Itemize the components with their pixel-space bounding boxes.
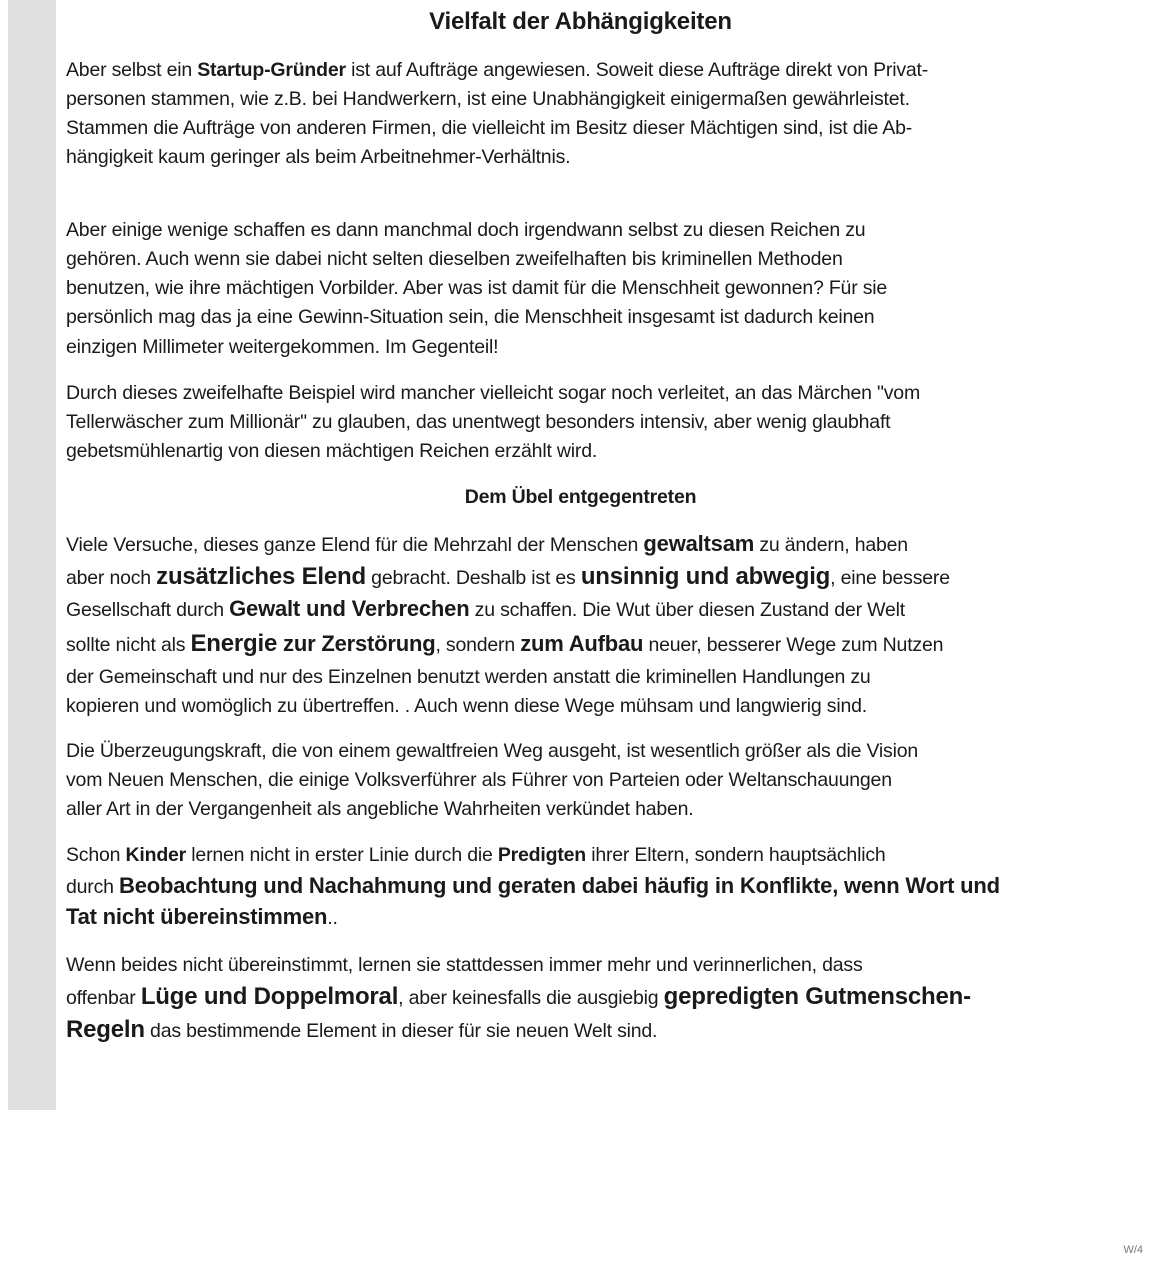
- text-segment: , eine bessere: [830, 567, 950, 589]
- text-line: [66, 216, 865, 244]
- text-segment: Gesellschaft durch: [66, 599, 230, 621]
- emphasized-text: Lüge und Doppelmoral: [140, 983, 399, 1010]
- text-line: [66, 903, 338, 932]
- text-segment: persönlich mag das ja eine Gewinn-Situation sein, die Menschheit insgesamt ist dadurch keinen: [66, 306, 875, 328]
- text-segment: ..: [327, 907, 338, 929]
- text-line: [66, 408, 890, 436]
- text-segment: lernen nicht in erster Linie durch die: [186, 844, 498, 866]
- text-segment: vom Neuen Menschen, die einige Volksverführer als Führer von Parteien oder Weltanschauungen: [66, 769, 892, 791]
- text-segment: personen stammen, wie z.B. bei Handwerkern, ist eine Unabhängigkeit einigermaßen gewährleistet.: [66, 88, 910, 110]
- text-segment: gebracht. Deshalb ist es: [365, 567, 581, 589]
- margin-bar: [8, 0, 56, 1110]
- text-segment: gebetsmühlenartig von diesen mächtigen Reichen erzählt wird.: [66, 440, 598, 462]
- text-line: [66, 983, 971, 1012]
- emphasized-text: gepredigten Gutmenschen-: [663, 983, 971, 1010]
- section-heading: [0, 483, 1161, 511]
- emphasized-text: Beobachtung und Nachahmung und geraten dabei häufig in Konflikte, wenn Wort und: [119, 873, 1000, 898]
- text-segment: einzigen Millimeter weitergekommen. Im Gegenteil!: [66, 336, 499, 358]
- text-segment: Aber einige wenige schaffen es dann manchmal doch irgendwann selbst zu diesen Reichen zu: [66, 219, 866, 241]
- text-segment: , aber keinesfalls die ausgiebig: [398, 987, 664, 1009]
- text-segment: ist auf Aufträge angewiesen. Soweit diese Aufträge direkt von Privat-: [345, 59, 929, 81]
- text-line: [66, 563, 950, 592]
- emphasized-text: Gewalt und Verbrechen: [229, 596, 470, 621]
- text-line: [66, 245, 843, 273]
- text-line: [66, 1016, 657, 1045]
- text-segment: Viele Versuche, dieses ganze Elend für die Mehrzahl der Menschen: [66, 534, 644, 556]
- text-segment: aller Art in der Vergangenheit als angebliche Wahrheiten verkündet haben.: [66, 798, 694, 820]
- text-segment: Die Überzeugungskraft, die von einem gewaltfreien Weg ausgeht, ist wesentlich größer als die Vision: [66, 740, 919, 762]
- text-line: [66, 437, 597, 465]
- text-segment: sollte nicht als: [66, 634, 191, 656]
- text-segment: neuer, besserer Wege zum Nutzen: [643, 634, 944, 656]
- text-line: [66, 951, 863, 979]
- text-segment: durch: [66, 876, 119, 898]
- text-line: [66, 766, 892, 794]
- text-line: [66, 841, 886, 869]
- emphasized-text: unsinnig und abwegig: [580, 563, 831, 590]
- emphasized-text: zur Zerstörung: [277, 631, 436, 656]
- text-line: [66, 379, 920, 407]
- text-segment: der Gemeinschaft und nur des Einzelnen benutzt werden anstatt die kriminellen Handlungen zu: [66, 666, 871, 688]
- emphasized-text: gewaltsam: [643, 531, 755, 556]
- text-line: [66, 737, 918, 765]
- emphasized-text: Vielfalt der Abhängigkeiten: [429, 8, 732, 35]
- text-segment: aber noch: [66, 567, 157, 589]
- text-line: [66, 114, 912, 142]
- text-segment: Schon: [66, 844, 126, 866]
- text-line: [66, 303, 874, 331]
- emphasized-text: Kinder: [125, 844, 187, 866]
- text-segment: Stammen die Aufträge von anderen Firmen, die vielleicht im Besitz dieser Mächtigen sind, ist die Ab-: [66, 117, 913, 139]
- text-line: [66, 143, 570, 171]
- text-line: [66, 872, 1000, 901]
- text-segment: zu schaffen. Die Wut über diesen Zustand der Welt: [469, 599, 905, 621]
- emphasized-text: Predigten: [497, 844, 586, 866]
- text-segment: ihrer Eltern, sondern hauptsächlich: [585, 844, 886, 866]
- emphasized-text: zusätzliches Elend: [156, 563, 366, 590]
- page-title: [0, 8, 1161, 37]
- text-segment: Tellerwäscher zum Millionär" zu glauben, das unentwegt besonders intensiv, aber wenig glaubhaft: [66, 411, 891, 433]
- text-segment: offenbar: [66, 987, 141, 1009]
- text-segment: hängigkeit kaum geringer als beim Arbeitnehmer-Verhältnis.: [66, 146, 571, 168]
- text-line: [66, 795, 694, 823]
- text-line: [66, 274, 887, 302]
- text-segment: Aber selbst ein: [66, 59, 198, 81]
- text-segment: das bestimmende Element in dieser für sie neuen Welt sind.: [144, 1020, 658, 1042]
- text-segment: kopieren und womöglich zu übertreffen. . Auch wenn diese Wege mühsam und langwierig sind.: [66, 695, 867, 717]
- text-segment: gehören. Auch wenn sie dabei nicht selten dieselben zweifelhaften bis kriminellen Methoden: [66, 248, 843, 270]
- text-line: [66, 530, 908, 559]
- emphasized-text: Startup-Gründer: [197, 59, 346, 81]
- text-line: [66, 56, 928, 84]
- text-line: [66, 663, 871, 691]
- text-segment: benutzen, wie ihre mächtigen Vorbilder. Aber was ist damit für die Menschheit gewonnen? Für sie: [66, 277, 888, 299]
- emphasized-text: Energie: [190, 630, 278, 657]
- text-line: [66, 333, 498, 361]
- emphasized-text: Tat nicht übereinstimmen: [66, 904, 328, 929]
- emphasized-text: zum Aufbau: [520, 631, 644, 656]
- text-segment: Durch dieses zweifelhafte Beispiel wird mancher vielleicht sogar noch verleitet, an das Märchen "vom: [66, 382, 920, 404]
- text-segment: , sondern: [435, 634, 521, 656]
- text-line: [66, 595, 905, 624]
- text-line: [66, 85, 910, 113]
- text-line: [66, 692, 867, 720]
- page-marker: W/4: [1123, 1244, 1143, 1256]
- text-segment: zu ändern, haben: [754, 534, 908, 556]
- text-segment: Wenn beides nicht übereinstimmt, lernen sie stattdessen immer mehr und verinnerlichen, dass: [66, 954, 863, 976]
- emphasized-text: Dem Übel entgegentreten: [464, 486, 697, 508]
- emphasized-text: Regeln: [66, 1016, 145, 1043]
- text-line: [66, 630, 943, 659]
